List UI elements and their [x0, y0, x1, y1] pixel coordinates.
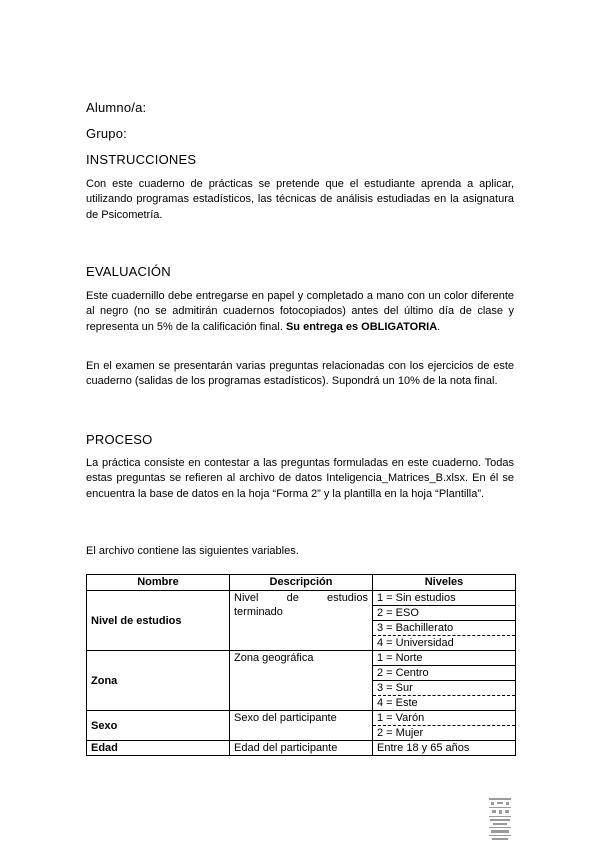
evaluacion-paragraph-1: [86, 289, 514, 335]
instrucciones-paragraph: Con este cuaderno de prácticas se pretende que el estudiante aprenda a aplicar, utilizando programas estadísticos, las técnicas de análisis estudiadas en la asignatura de Psicometría.: [86, 178, 514, 221]
level-item: 2 = Mujer: [373, 726, 516, 741]
level-item: 3 = Bachillerato: [373, 621, 516, 636]
var-name: Edad: [87, 741, 230, 756]
grupo-label: Grupo:: [86, 126, 127, 141]
level-item: 2 = Centro: [373, 666, 516, 681]
level-item: Entre 18 y 65 años: [373, 741, 516, 756]
table-row: [87, 741, 516, 756]
var-description: Sexo del participante: [230, 711, 373, 741]
table-row: [87, 651, 516, 666]
instrucciones-heading: INSTRUCCIONES: [86, 152, 197, 167]
table-row: [87, 591, 516, 606]
variables-table: [86, 574, 516, 756]
proceso-paragraph-1: La práctica consiste en contestar a las preguntas formuladas en este cuaderno. Todas estas preguntas se refieren al archivo de datos Inteligencia_Matrices_B.xlsx. En él se encuentra la base de datos en la hoja “Forma 2” y la plantilla en la hoja “Plantilla”.: [86, 457, 514, 500]
stamp-image: [486, 796, 514, 844]
var-description: Edad del participante: [230, 741, 373, 756]
evaluacion-bold-text: Su entrega es OBLIGATORIA: [285, 320, 438, 333]
var-name: Nivel de estudios: [87, 591, 230, 651]
header-descripcion: Descripción: [230, 575, 373, 591]
var-name: Sexo: [87, 711, 230, 741]
var-description: Nivel de estudios terminado: [230, 591, 373, 651]
level-item: 3 = Sur: [373, 681, 516, 696]
proceso-heading: PROCESO: [86, 432, 153, 447]
evaluacion-heading: EVALUACIÓN: [86, 264, 171, 279]
level-item: 1 = Varón: [373, 711, 516, 726]
evaluacion-paragraph-2: En el examen se presentarán varias preguntas relacionadas con los ejercicios de este cuaderno (salidas de los programas estadísticos). Supondrá un 10% de la nota final.: [86, 360, 514, 388]
table-row: [87, 711, 516, 726]
level-item: 4 = Universidad: [373, 636, 516, 651]
var-description: Zona geográfica: [230, 651, 373, 711]
evaluacion-text: Este cuadernillo debe entregarse en papel y completado a mano con un color diferente al negro (no se admitirán cuadernos fotocopiados) antes del último día de clase y representa un 5% de la calificación final.: [86, 290, 514, 333]
level-item: 1 = Norte: [373, 651, 516, 666]
level-item: 2 = ESO: [373, 606, 516, 621]
evaluacion-text-end: .: [437, 320, 441, 333]
table-header-row: [87, 575, 516, 591]
header-niveles: Niveles: [373, 575, 516, 591]
level-item: 4 = Este: [373, 696, 516, 711]
header-nombre: Nombre: [87, 575, 230, 591]
alumno-label: Alumno/a:: [86, 100, 147, 115]
proceso-paragraph-2: El archivo contiene las siguientes variables.: [86, 545, 299, 557]
var-name: Zona: [87, 651, 230, 711]
level-item: 1 = Sin estudios: [373, 591, 516, 606]
